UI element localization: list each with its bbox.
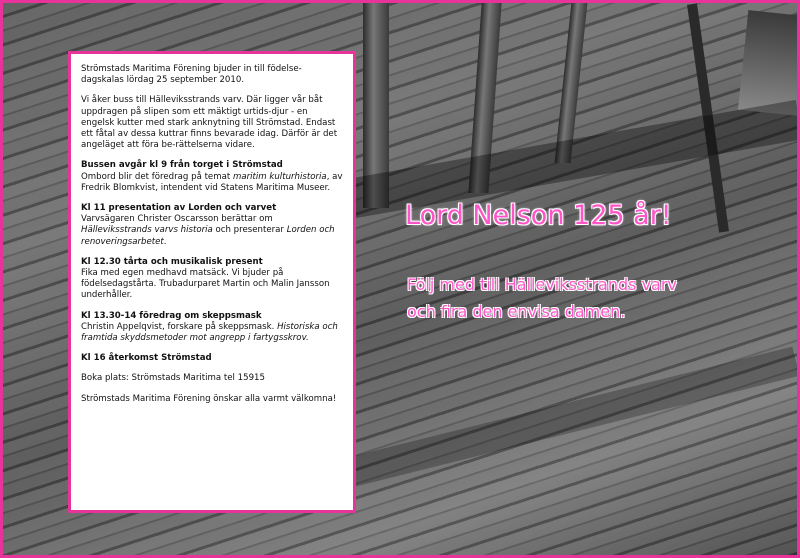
booking-text: Boka plats: Strömstads Maritima tel 15915 — [81, 373, 265, 384]
hull-shadow — [336, 347, 799, 490]
subline-line: och fira den envisa damen. — [407, 302, 626, 321]
schedule-heading: Kl 12.30 tårta och musikalisk present — [81, 256, 263, 267]
schedule-heading: Bussen avgår kl 9 från torget i Strömstad — [81, 160, 283, 171]
intro-text: Strömstads Maritima Förening bjuder in till födelse-dagskalas lördag 25 september 2010. — [81, 64, 302, 86]
schedule-heading: Kl 13.30-14 föredrag om skeppsmask — [81, 310, 262, 321]
headline: Lord Nelson 125 år! — [405, 200, 672, 231]
schedule-item: Kl 12.30 tårta och musikalisk present Fika med egen medhavd matsäck. Vi bjuder på födelsedagstårta. Trubadurparet Martin och Malin Jansson underhåller. — [81, 257, 343, 302]
schedule-heading: Kl 11 presentation av Lorden och varvet — [81, 203, 277, 214]
schedule-item: Bussen avgår kl 9 från torget i Strömstad Ombord blir det föredrag på temat maritim kulturhistoria, av Fredrik Blomkvist, intendent vid Statens Maritima Museer. — [81, 160, 343, 193]
invitation-card — [68, 51, 356, 513]
schedule-item: Kl 13.30-14 föredrag om skeppsmask Christin Appelqvist, forskare på skeppsmask. Historiska och framtida skyddsmetoder mot angrepp i fartygsskrov. — [81, 311, 343, 345]
closing-text: Strömstads Maritima Förening önskar alla varmt välkomna! — [81, 393, 337, 404]
schedule-item: Kl 11 presentation av Lorden och varvet Varvsägaren Christer Oscarsson berättar om Hälleviksstrands varvs historia och presenterar Lorden och renoveringsarbetet. — [81, 203, 343, 248]
description-text: Vi åker buss till Hälleviksstrands varv. Där ligger vår båt uppdragen på slipen som ett mäktigt urtids-djur - en engelsk kutter med stark anknytning till Strömstad. Endast ett fåtal av dessa kuttrar finns bevarade idag. Därför är det angeläget att föra be-rättelserna vidare. — [81, 95, 338, 151]
schedule-item — [81, 353, 343, 364]
subline-line: Följ med till Hälleviksstrands varv — [407, 275, 677, 294]
schedule-heading: Kl 16 återkomst Strömstad — [81, 353, 212, 364]
subline — [407, 271, 767, 325]
